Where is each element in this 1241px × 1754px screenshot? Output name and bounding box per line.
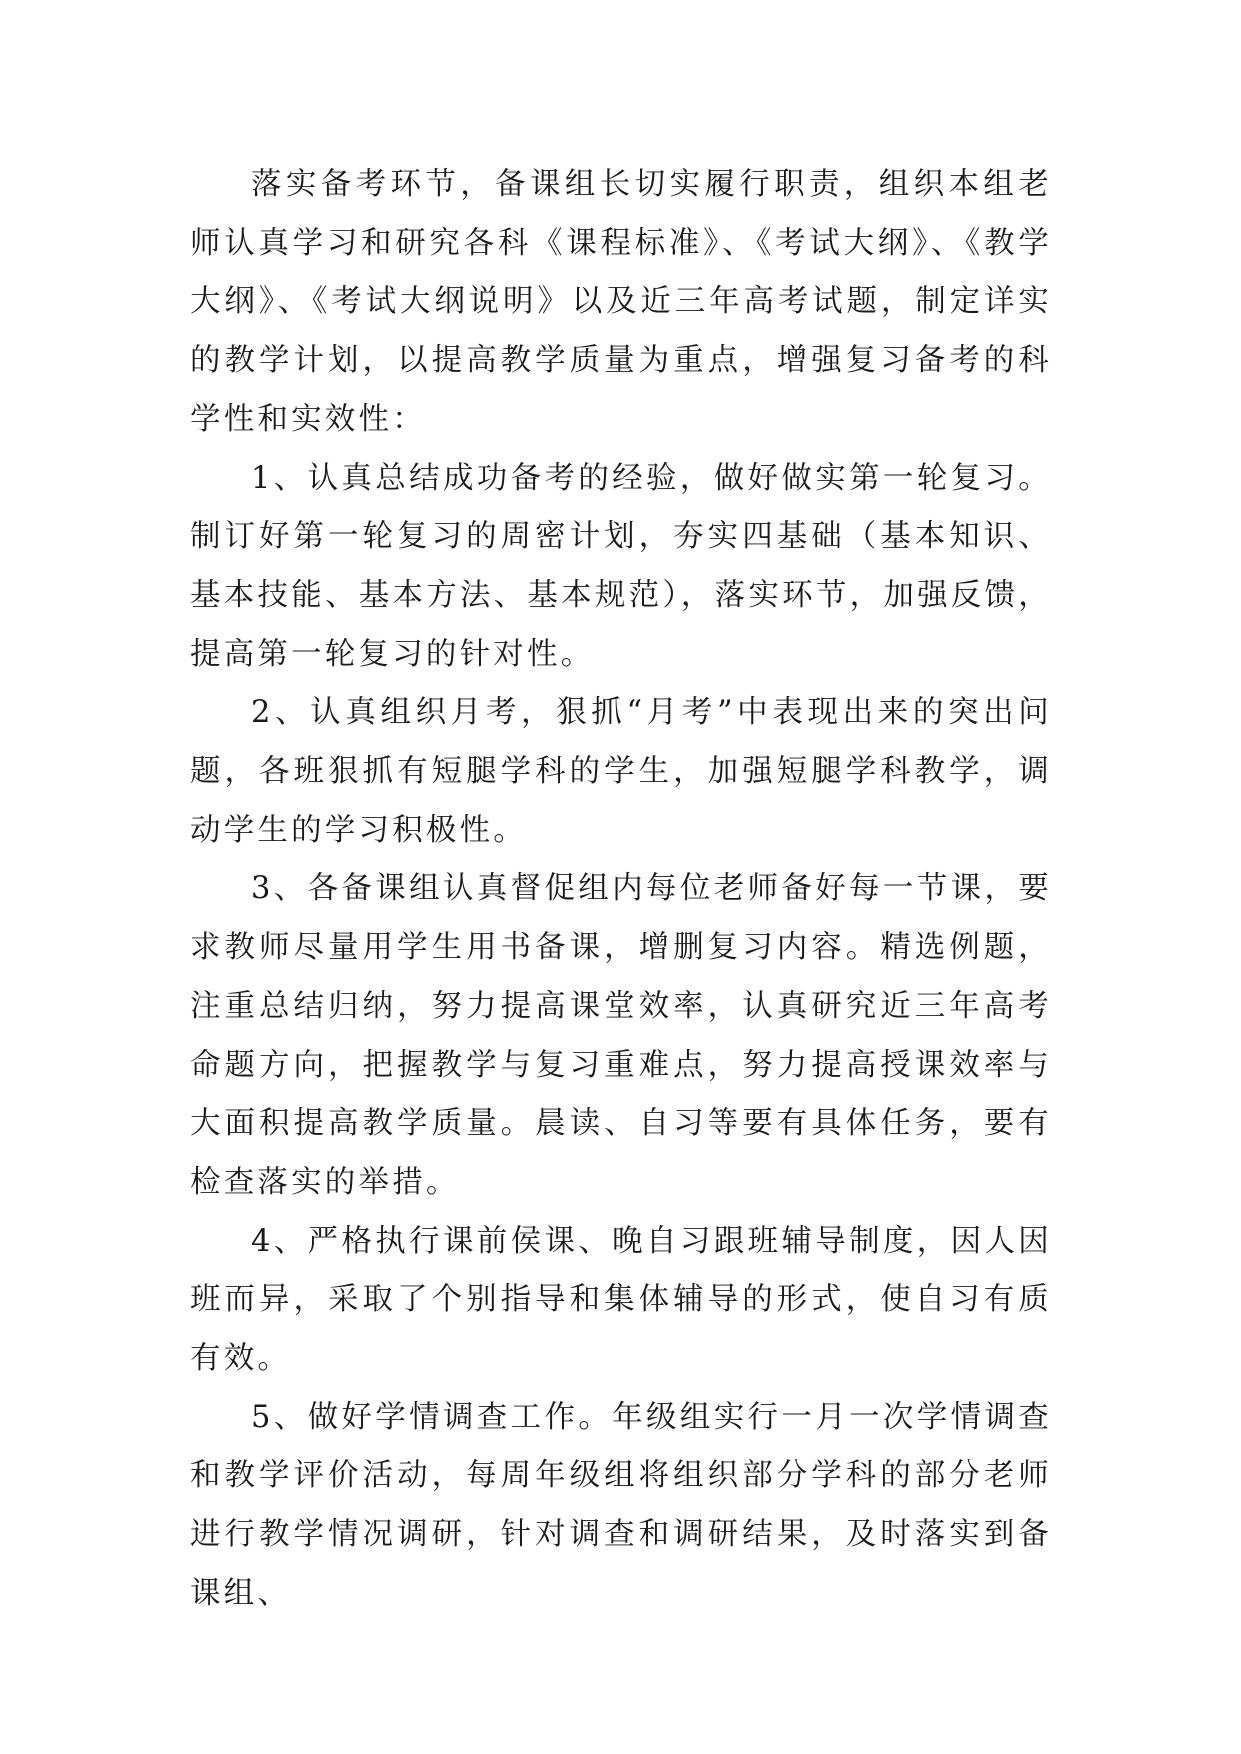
intro-paragraph: 落实备考环节，备课组长切实履行职责，组织本组老师认真学习和研究各科《课程标准》、《考试大纲》、《教学大纲》、《考试大纲说明》以及近三年高考试题，制定详实的教学计划，以提高教学质量为重点，增强复习备考的科学性和实效性： bbox=[190, 167, 1052, 437]
item-5-paragraph: 5、做好学情调查工作。年级组实行一月一次学情调查和教学评价活动，每周年级组将组织部分学科的部分老师进行教学情况调研，针对调查和调研结果，及时落实到备课组、 bbox=[190, 1399, 1052, 1611]
item-3-paragraph: 3、各备课组认真督促组内每位老师备好每一节课，要求教师尽量用学生用书备课，增删复习内容。精选例题，注重总结归纳，努力提高课堂效率，认真研究近三年高考命题方向，把握教学与复习重难点，努力提高授课效率与大面积提高教学质量。晨读、自习等要有具体任务，要有检查落实的举措。 bbox=[190, 871, 1052, 1200]
item-4-paragraph: 4、严格执行课前侯课、晚自习跟班辅导制度，因人因班而异，采取了个别指导和集体辅导的形式，使自习有质有效。 bbox=[190, 1223, 1052, 1377]
item-1-paragraph: 1、认真总结成功备考的经验，做好做实第一轮复习。制订好第一轮复习的周密计划，夯实四基础（基本知识、基本技能、基本方法、基本规范），落实环节，加强反馈，提高第一轮复习的针对性。 bbox=[190, 460, 1052, 672]
document-page bbox=[190, 156, 1052, 1624]
item-2-paragraph: 2、认真组织月考，狠抓“月考”中表现出来的突出问题，各班狠抓有短腿学科的学生，加强短腿学科教学，调动学生的学习积极性。 bbox=[190, 695, 1052, 848]
